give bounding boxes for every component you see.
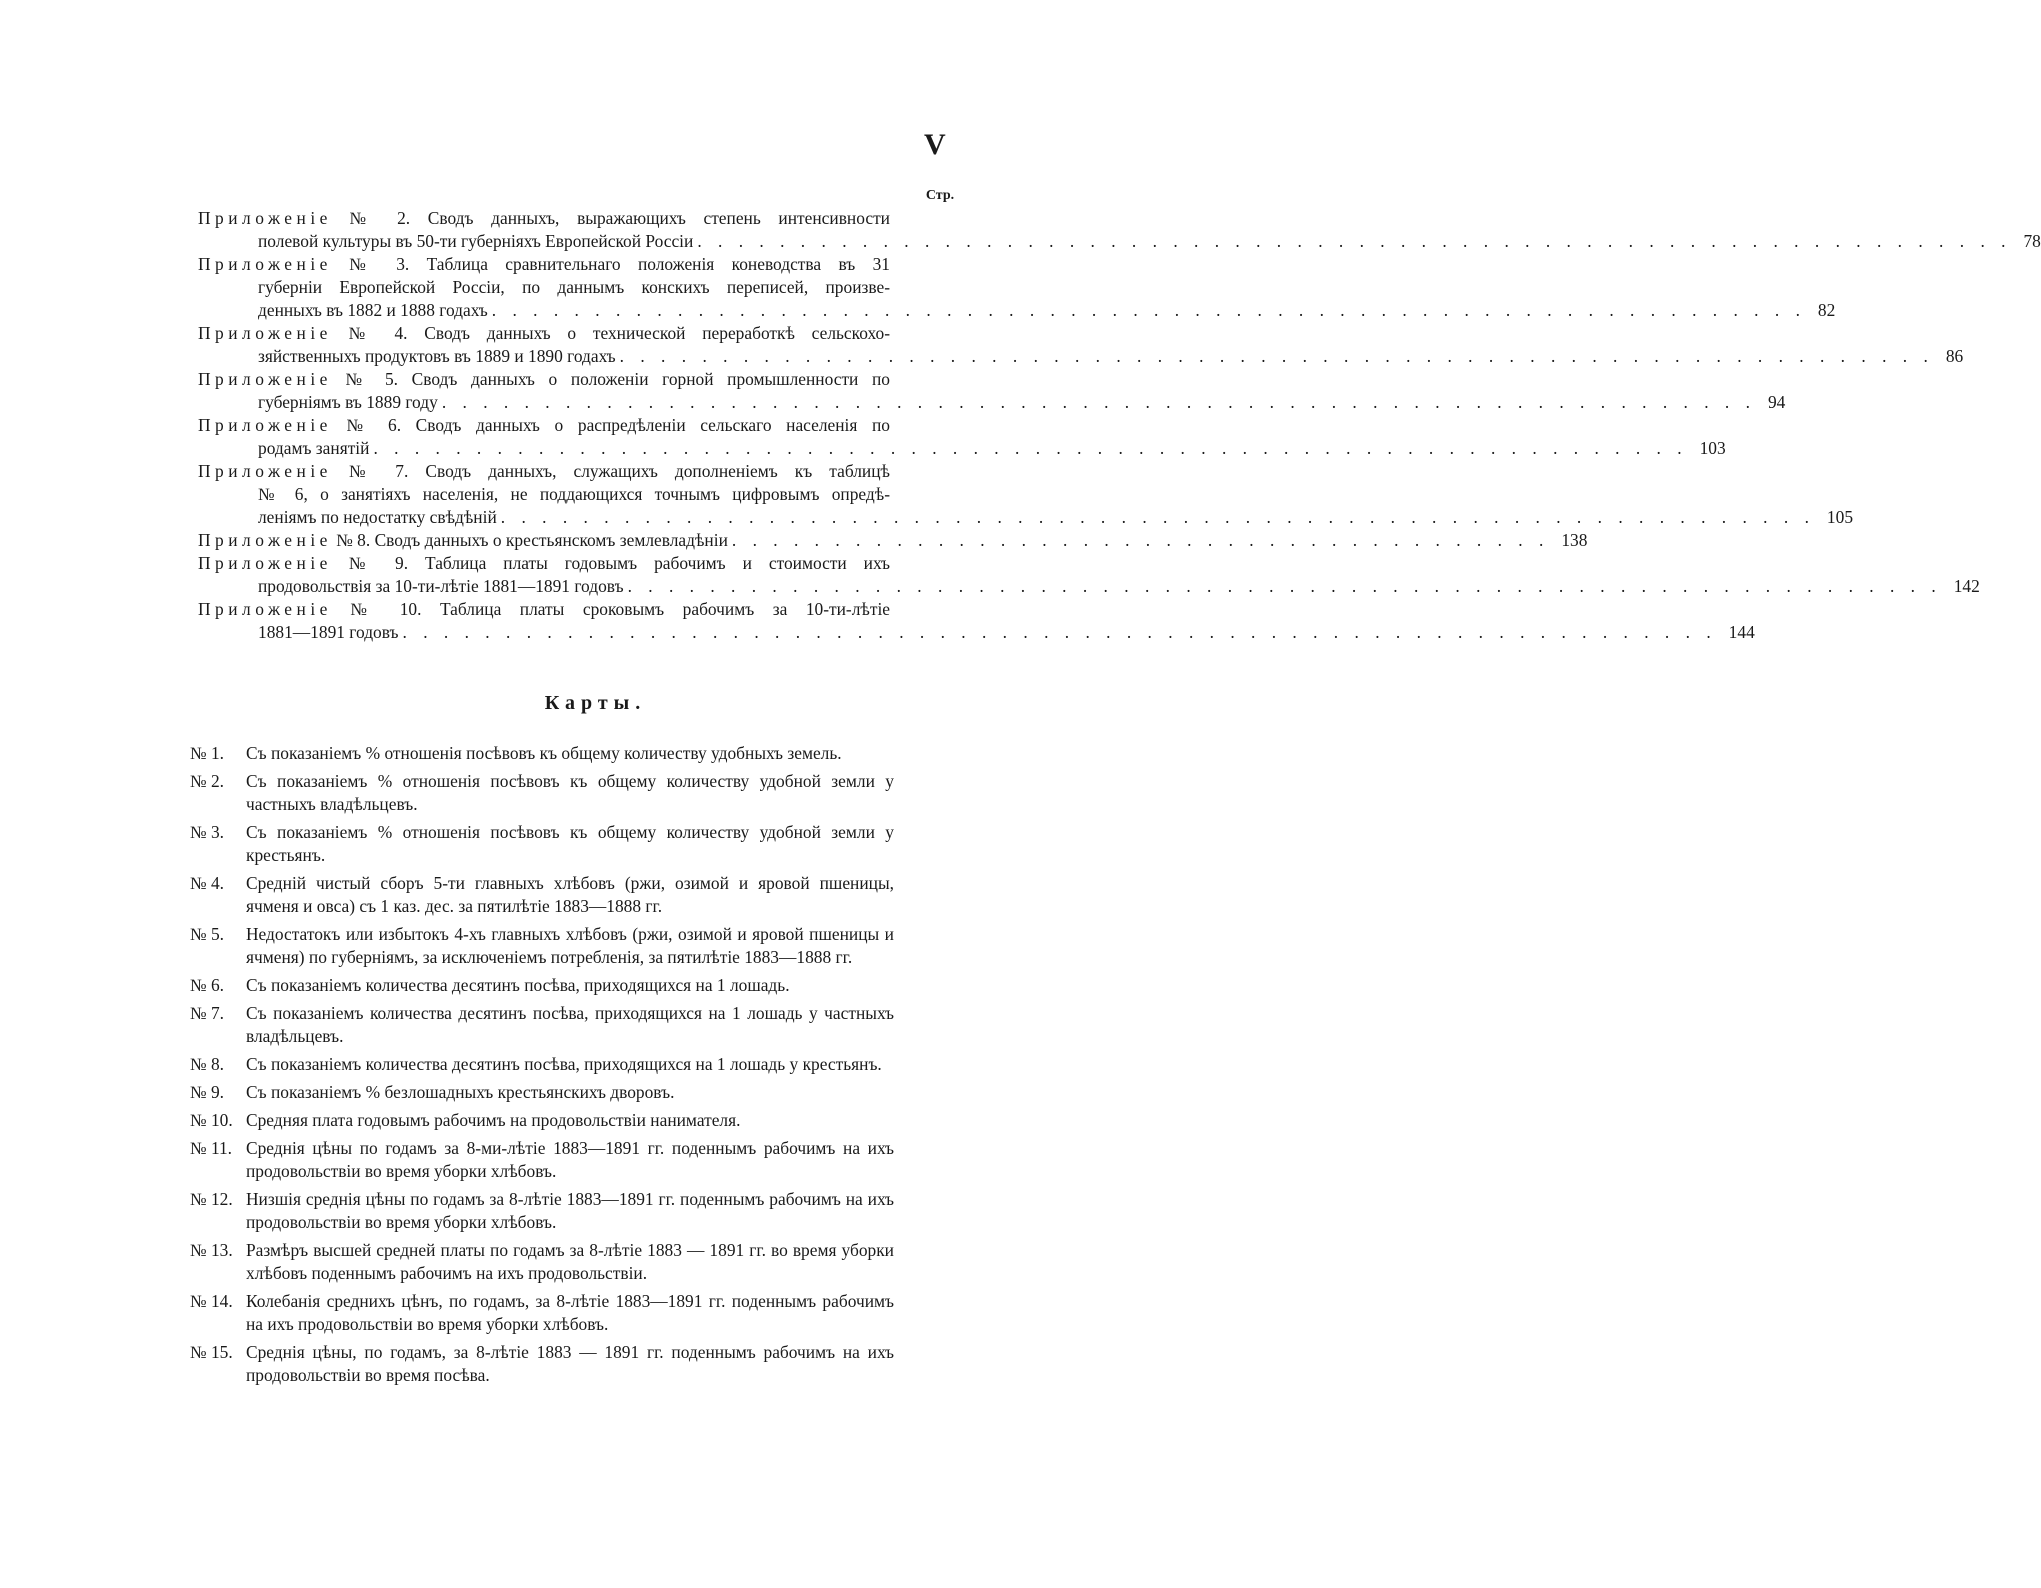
map-entry xyxy=(190,872,894,918)
appendix-entry xyxy=(198,529,1588,552)
map-number: № 4. xyxy=(190,873,224,893)
appendix-title: № 6. Сводъ данныхъ о распредѣленіи сельскаго населенія по xyxy=(346,415,890,435)
map-entry xyxy=(190,923,894,969)
dot-leader: . . . . . . . . . . . . . . . . . . . . . . . . . . . . . . . . . . . . . . . . . . . . . . . . . . . . . . . . . . . . . . . . xyxy=(373,438,1688,458)
appendix-first-line xyxy=(198,529,728,552)
appendix-title: № 3. Таблица сравнительнаго положенія коневодства въ 31 xyxy=(349,254,890,274)
map-number: № 5. xyxy=(190,924,224,944)
appendix-first-line xyxy=(198,414,890,437)
map-entry xyxy=(190,1290,894,1336)
map-description: Съ показаніемъ % отношенія посѣвовъ къ общему количеству удобной земли у крестьянъ. xyxy=(246,822,894,865)
appendix-first-line xyxy=(198,322,890,345)
appendix-entry xyxy=(198,253,1836,322)
appendix-entry xyxy=(198,368,1786,414)
appendix-label: Приложеніе xyxy=(198,461,332,481)
appendix-page-number: 82 xyxy=(1817,300,1836,320)
map-description: Съ показаніемъ количества десятинъ посѣва, приходящихся на 1 лошадь. xyxy=(246,975,790,995)
map-number: № 15. xyxy=(190,1342,233,1362)
appendix-label: Приложеніе xyxy=(198,254,332,274)
map-number: № 8. xyxy=(190,1054,224,1074)
appendix-last-line: продовольствія за 10-ти-лѣтіе 1881—1891 годовъ xyxy=(258,576,624,596)
map-description: Средній чистый сборъ 5-ти главныхъ хлѣбовъ (ржи, озимой и яровой пшеницы, ячменя и овса) съ 1 каз. дес. за пятилѣтіе 1883—1888 гг. xyxy=(246,873,894,916)
appendix-last-line: родамъ занятій xyxy=(258,438,370,458)
dot-leader: . . . . . . . . . . . . . . . . . . . . . . . . . . . . . . . . . . . . . . . . . . . . . . . . . . . . . . . . . . . . . . . . xyxy=(619,346,1934,366)
appendix-page-number: 86 xyxy=(1945,346,1964,366)
appendix-label: Приложеніе xyxy=(198,530,332,550)
dot-leader: . . . . . . . . . . . . . . . . . . . . . . . . . . . . . . . . . . . . . . . . . . . . . . . . . . . . . . . . . . . . . . . . xyxy=(500,507,1815,527)
map-entry xyxy=(190,974,894,997)
maps-section-title: Карты. xyxy=(544,692,647,714)
appendix-last-line: денныхъ въ 1882 и 1888 годахъ xyxy=(258,300,488,320)
appendix-page-number: 94 xyxy=(1767,392,1786,412)
appendix-page-number: 103 xyxy=(1699,438,1726,458)
map-description: Среднія цѣны по годамъ за 8-ми-лѣтіе 1883—1891 гг. поденнымъ рабочимъ на ихъ продовольствіи во время уборки хлѣбовъ. xyxy=(246,1138,894,1181)
appendix-title: № 4. Сводъ данныхъ о технической переработкѣ сельскохо- xyxy=(348,323,890,343)
dot-leader: . . . . . . . . . . . . . . . . . . . . . . . . . . . . . . . . . . . . . . . . . . . . . . . . . . . . . . . . . . . . . . . . xyxy=(697,231,2012,251)
map-entry xyxy=(190,1341,894,1387)
appendix-page-number: 144 xyxy=(1728,622,1755,642)
appendix-last-line: губерніямъ въ 1889 году xyxy=(258,392,438,412)
appendix-page-number: 138 xyxy=(1561,530,1588,550)
appendix-page-number: 142 xyxy=(1953,576,1980,596)
map-description: Съ показаніемъ % отношенія посѣвовъ къ общему количеству удобной земли у частныхъ владѣльцевъ. xyxy=(246,771,894,814)
map-description: Съ показаніемъ количества десятинъ посѣва, приходящихся на 1 лошадь у крестьянъ. xyxy=(246,1054,882,1074)
map-number: № 10. xyxy=(190,1110,233,1130)
map-entry xyxy=(190,1081,894,1104)
appendix-label: Приложеніе xyxy=(198,208,332,228)
appendix-label: Приложеніе xyxy=(198,369,332,389)
appendix-title: № 9. Таблица платы годовымъ рабочимъ и стоимости ихъ xyxy=(348,553,890,573)
dot-leader: . . . . . . . . . . . . . . . . . . . . . . . . . . . . . . . . . . . . . . . . . . . . . . . . . . . . . . . . . . . . . . . . xyxy=(441,392,1756,412)
appendix-last-line: зяйственныхъ продуктовъ въ 1889 и 1890 годахъ xyxy=(258,346,616,366)
map-number: № 2. xyxy=(190,771,224,791)
map-description: Среднія цѣны, по годамъ, за 8-лѣтіе 1883 — 1891 гг. поденнымъ рабочимъ на ихъ продовольствіи во время посѣва. xyxy=(246,1342,894,1385)
map-description: Съ показаніемъ количества десятинъ посѣва, приходящихся на 1 лошадь у частныхъ владѣльцевъ. xyxy=(246,1003,894,1046)
appendix-entry xyxy=(198,322,1964,368)
map-entry xyxy=(190,1188,894,1234)
map-description: Недостатокъ или избытокъ 4-хъ главныхъ хлѣбовъ (ржи, озимой и яровой пшеницы и ячменя) по губерніямъ, за исключеніемъ потребленія, за пятилѣтіе 1883—1888 гг. xyxy=(246,924,894,967)
appendix-label: Приложеніе xyxy=(198,323,332,343)
appendix-title: № 10. Таблица платы сроковымъ рабочимъ за 10-ти-лѣтіе xyxy=(350,599,890,619)
appendix-list xyxy=(198,207,2041,644)
appendix-first-line xyxy=(198,253,890,276)
map-description: Средняя плата годовымъ рабочимъ на продовольствіи нанимателя. xyxy=(246,1110,741,1130)
map-number: № 11. xyxy=(190,1138,233,1158)
appendix-label: Приложеніе xyxy=(198,553,332,573)
appendix-entry xyxy=(198,460,1854,529)
maps-list xyxy=(190,742,894,1392)
map-number: № 14. xyxy=(190,1291,233,1311)
dot-leader: . . . . . . . . . . . . . . . . . . . . . . . . . . . . . . . . . . . . . . . . . . . . . . . . . . . . . . . . . . . . . . . . xyxy=(402,622,1717,642)
map-entry xyxy=(190,1053,894,1076)
appendix-first-line xyxy=(198,598,890,621)
appendix-first-line xyxy=(198,460,890,483)
appendix-entry xyxy=(198,207,2041,253)
appendix-title: № 2. Сводъ данныхъ, выражающихъ степень интенсивности xyxy=(349,208,890,228)
map-entry xyxy=(190,1109,894,1132)
appendix-first-line xyxy=(198,368,890,391)
map-number: № 9. xyxy=(190,1082,224,1102)
appendix-continuation-line: губерніи Европейской Россіи, по даннымъ конскихъ переписей, произве- xyxy=(258,277,890,297)
map-entry xyxy=(190,770,894,816)
page-column-header: Стр. xyxy=(925,188,955,203)
map-entry xyxy=(190,742,894,765)
appendix-entry xyxy=(198,414,1726,460)
appendix-last-line: полевой культуры въ 50-ти губерніяхъ Европейской Россіи xyxy=(258,231,694,251)
map-description: Колебанія среднихъ цѣнъ, по годамъ, за 8-лѣтіе 1883—1891 гг. поденнымъ рабочимъ на ихъ продовольствіи во время уборки хлѣбовъ. xyxy=(246,1291,894,1334)
dot-leader: . . . . . . . . . . . . . . . . . . . . . . . . . . . . . . . . . . . . . . . . . . . . . . . . . . . . . . . . . . . . . . . . xyxy=(491,300,1806,320)
appendix-entry xyxy=(198,598,1755,644)
appendix-title: № 8. Сводъ данныхъ о крестьянскомъ землевладѣніи xyxy=(336,530,728,550)
map-description: Съ показаніемъ % отношенія посѣвовъ къ общему количеству удобныхъ земель. xyxy=(246,743,842,763)
appendix-entry xyxy=(198,552,1980,598)
map-entry xyxy=(190,821,894,867)
appendix-label: Приложеніе xyxy=(198,415,332,435)
appendix-page-number: 105 xyxy=(1826,507,1854,527)
appendix-title: № 7. Сводъ данныхъ, служащихъ дополненіемъ къ таблицѣ xyxy=(348,461,890,481)
dot-leader: . . . . . . . . . . . . . . . . . . . . . . . . . . . . . . . . . . . . . . . . . . . . . . . . . . . . . . . . . . . . . . . . xyxy=(627,576,1942,596)
appendix-continuation-line: № 6, о занятіяхъ населенія, не поддающихся точнымъ цифровымъ опредѣ- xyxy=(258,484,890,504)
appendix-last-line: леніямъ по недостатку свѣдѣній xyxy=(258,507,497,527)
map-number: № 12. xyxy=(190,1189,233,1209)
map-number: № 13. xyxy=(190,1240,233,1260)
map-number: № 7. xyxy=(190,1003,224,1023)
appendix-last-line: 1881—1891 годовъ xyxy=(258,622,399,642)
map-number: № 3. xyxy=(190,822,224,842)
dot-leader: . . . . . . . . . . . . . . . . . . . . . . . . . . . . . . . . . . . . . . . . xyxy=(731,530,1550,550)
map-entry xyxy=(190,1002,894,1048)
map-entry xyxy=(190,1137,894,1183)
map-description: Съ показаніемъ % безлошадныхъ крестьянскихъ дворовъ. xyxy=(246,1082,675,1102)
appendix-title: № 5. Сводъ данныхъ о положеніи горной промышленности по xyxy=(345,369,890,389)
map-description: Размѣръ высшей средней платы по годамъ за 8-лѣтіе 1883 — 1891 гг. во время уборки хлѣбовъ поденнымъ рабочимъ на ихъ продовольствіи. xyxy=(246,1240,894,1283)
appendix-page-number: 78 xyxy=(2023,231,2041,251)
appendix-first-line xyxy=(198,552,890,575)
map-entry xyxy=(190,1239,894,1285)
page-number: V xyxy=(924,128,946,161)
map-number: № 6. xyxy=(190,975,224,995)
map-number: № 1. xyxy=(190,743,224,763)
appendix-label: Приложеніе xyxy=(198,599,332,619)
map-description: Низшія среднія цѣны по годамъ за 8-лѣтіе 1883—1891 гг. поденнымъ рабочимъ на ихъ продовольствіи во время уборки хлѣбовъ. xyxy=(246,1189,894,1232)
appendix-first-line xyxy=(198,207,890,230)
